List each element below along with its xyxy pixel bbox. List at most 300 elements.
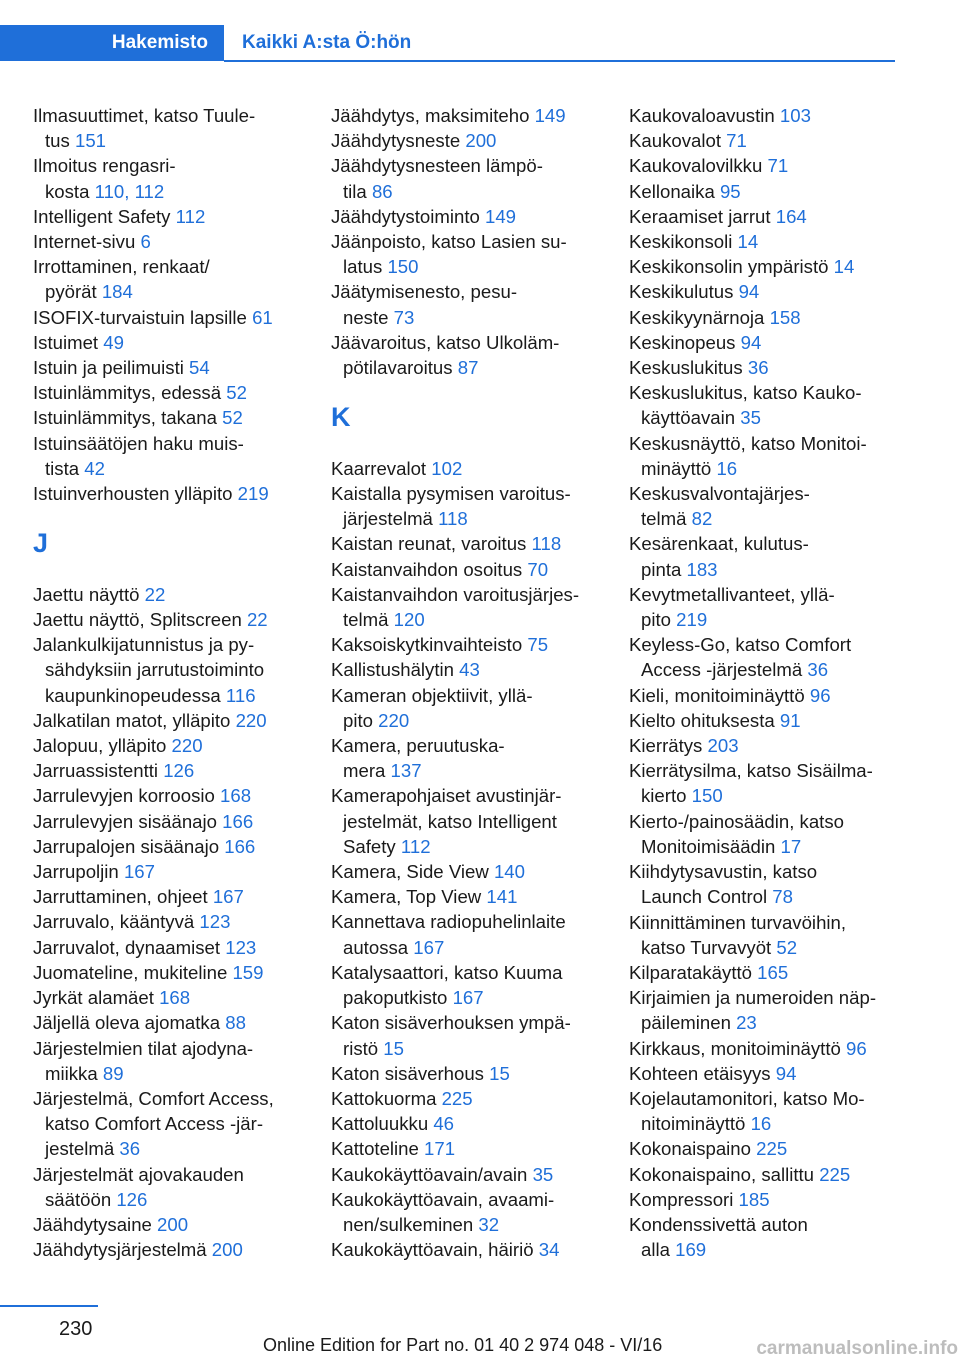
index-entry-text: Keskikonsoli — [629, 231, 738, 253]
page-reference-link[interactable]: 35 — [532, 1163, 554, 1185]
index-entry — [331, 884, 621, 909]
index-entry-text: Jalopuu, ylläpito — [33, 735, 172, 757]
index-entry — [629, 910, 919, 960]
index-entry — [33, 431, 323, 481]
index-entry — [33, 834, 323, 859]
index-entry-text: Kierto-/painosäädin, katso — [629, 810, 844, 832]
index-entry-text: Keskikonsolin ympäristö — [629, 256, 834, 278]
page-reference-link[interactable]: 120 — [393, 609, 425, 631]
index-entry-text: Jarrulevyjen sisäänajo — [33, 810, 223, 832]
index-entry-text: Keyless-Go, katso Comfort — [629, 634, 852, 656]
index-entry — [331, 1086, 621, 1111]
page-reference-link[interactable]: 15 — [489, 1062, 510, 1084]
page-reference-link[interactable]: 71 — [726, 130, 747, 152]
index-entry — [33, 985, 323, 1010]
page-reference-link[interactable]: 200 — [211, 1239, 243, 1261]
page-reference-link[interactable]: 88 — [225, 1012, 246, 1034]
index-entry — [331, 1061, 621, 1086]
index-entry — [629, 1187, 919, 1212]
index-entry-text: Intelligent Safety — [33, 205, 176, 227]
index-entry — [33, 380, 323, 405]
index-entry-text: Kaukovaloavustin — [629, 105, 780, 126]
index-entry-text: järjestelmä — [343, 508, 439, 530]
index-entry-text: Kierrätysilma, katso Sisäilma- — [629, 760, 873, 782]
page-reference-link[interactable]: 219 — [676, 609, 708, 631]
index-entry-text: Safety — [343, 835, 401, 857]
index-entry-text: sähdyksiin jarrutustoiminto — [45, 659, 265, 681]
index-entry — [629, 431, 919, 481]
index-entry — [331, 229, 621, 279]
index-entry-text: jestelmät, katso Intelligent — [343, 810, 557, 832]
index-entry-text: mera — [343, 760, 391, 782]
index-entry-text: Jäähdytystoiminto — [331, 205, 485, 227]
page-reference-link[interactable]: 159 — [232, 961, 264, 983]
index-entry-text: Kamera, Top View — [331, 886, 487, 908]
index-entry — [629, 153, 919, 178]
index-entry — [331, 330, 621, 380]
index-entry-text: Kellonaika — [629, 180, 720, 202]
index-entry-text: Kaukokäyttöavain/avain — [331, 1163, 533, 1185]
index-entry-text: telmä — [641, 508, 692, 530]
index-entry-text: Kattokuorma — [331, 1087, 442, 1109]
tab-hakemisto[interactable]: Hakemisto — [0, 25, 224, 61]
watermark: carmanualsonline.info — [756, 1338, 958, 1359]
index-entry — [629, 985, 919, 1035]
index-entry-text: Jalkatilan matot, ylläpito — [33, 709, 236, 731]
page-reference-link[interactable]: 86 — [371, 180, 393, 202]
page-reference-link[interactable]: 171 — [424, 1138, 456, 1160]
index-entry-text: Jäähdytysneste — [331, 130, 466, 152]
index-entry-text: Kierrätys — [629, 735, 708, 757]
index-entry-text: Kiinnittäminen turvavöihin, — [629, 911, 847, 933]
index-entry — [33, 1036, 323, 1086]
index-entry-text: neste — [343, 306, 394, 328]
page-reference-link[interactable]: 102 — [431, 457, 463, 479]
index-entry-text: katso Comfort Access -jär- — [45, 1113, 264, 1135]
page-reference-link[interactable]: 110, 112 — [94, 180, 165, 202]
index-entry-text: Kamerapohjaiset avustinjär- — [331, 785, 562, 807]
index-entry — [629, 1136, 919, 1161]
index-entry-text: Kirjaimien ja numeroiden näp- — [629, 987, 877, 1009]
index-entry-text: Internet-sivu — [33, 231, 141, 253]
page-reference-link[interactable]: 220 — [378, 709, 410, 731]
index-entry — [331, 204, 621, 229]
index-entry-text: Keskusvalvontajärjes- — [629, 483, 810, 505]
index-entry — [629, 380, 919, 430]
page-reference-link[interactable]: 71 — [767, 155, 789, 177]
index-entry-text: Kondenssivettä auton — [629, 1213, 808, 1235]
page-reference-link[interactable]: 36 — [119, 1138, 141, 1160]
index-entry-text: Kirkkaus, monitoiminäyttö — [629, 1037, 847, 1059]
index-entry — [629, 1162, 919, 1187]
page-reference-link[interactable]: 78 — [772, 886, 793, 908]
page-reference-link[interactable]: 126 — [163, 760, 195, 782]
index-entry-text: päileminen — [641, 1012, 737, 1034]
index-entry — [33, 153, 323, 203]
index-entry-text: telmä — [343, 609, 394, 631]
page-reference-link[interactable]: 118 — [531, 533, 562, 555]
index-entry — [331, 1187, 621, 1237]
index-entry — [331, 279, 621, 329]
index-entry-text: Istuinverhousten ylläpito — [33, 483, 238, 505]
page-reference-link[interactable]: 91 — [779, 709, 801, 731]
index-entry-text: Jäänpoisto, katso Lasien su- — [331, 231, 567, 253]
page-reference-link[interactable]: 137 — [390, 760, 422, 782]
index-entry-text: nitoiminäyttö — [641, 1113, 751, 1135]
page-reference-link[interactable]: 54 — [189, 357, 210, 379]
index-entry-text: Järjestelmä, Comfort Access, — [33, 1087, 274, 1109]
index-entry-text: katso Turvavyöt — [641, 936, 777, 958]
page-reference-link[interactable]: 112 — [400, 835, 431, 857]
page-reference-link[interactable]: 89 — [102, 1062, 124, 1084]
page-reference-link[interactable]: 166 — [222, 810, 254, 832]
index-entry — [331, 683, 621, 733]
page-reference-link[interactable]: 225 — [756, 1138, 788, 1160]
page-reference-link[interactable]: 16 — [750, 1113, 772, 1135]
index-entry — [629, 229, 919, 254]
index-entry-text: Ilmasuuttimet, katso Tuule- — [33, 105, 256, 126]
page-reference-link[interactable]: 75 — [527, 634, 549, 656]
index-entry-text: Keskuslukitus, katso Kauko- — [629, 382, 862, 404]
index-entry-text: pinta — [641, 558, 687, 580]
index-entry-text: Istuinlämmitys, edessä — [33, 382, 227, 404]
index-entry — [33, 632, 323, 708]
page-reference-link[interactable]: 167 — [212, 886, 244, 908]
index-entry — [33, 1237, 323, 1262]
index-entry-text: Kohteen etäisyys — [629, 1062, 776, 1084]
page-reference-link[interactable]: 185 — [738, 1188, 770, 1210]
index-entry — [331, 783, 621, 859]
index-entry-text: Katalysaattori, katso Kuuma — [331, 961, 563, 983]
page-reference-link[interactable]: 96 — [809, 684, 831, 706]
index-entry — [33, 582, 323, 607]
page-reference-link[interactable]: 149 — [534, 105, 566, 126]
index-entry-text: Jäätymisenesto, pesu- — [331, 281, 518, 303]
page-reference-link[interactable]: 158 — [769, 306, 801, 328]
index-entry — [33, 1086, 323, 1162]
index-entry-text: kosta — [45, 180, 95, 202]
page-reference-link[interactable]: 118 — [438, 508, 468, 530]
index-entry-text: Kamera, Side View — [331, 861, 494, 883]
index-entry-text: Kesärenkaat, kulutus- — [629, 533, 809, 555]
index-entry-text: Järjestelmät ajovakauden — [33, 1163, 244, 1185]
index-entry — [33, 758, 323, 783]
index-entry-text: Jarruvalo, kääntyvä — [33, 911, 200, 933]
page-reference-link[interactable]: 184 — [101, 281, 133, 303]
index-entry-text: minäyttö — [641, 457, 717, 479]
page-number: 230 — [59, 1318, 93, 1340]
index-entry-text: Kaukovalot — [629, 130, 727, 152]
index-entry-text: pötilavaroitus — [343, 357, 458, 379]
index-entry — [629, 1086, 919, 1136]
page-reference-link[interactable]: 46 — [433, 1113, 455, 1135]
index-entry — [629, 683, 919, 708]
index-entry — [331, 1237, 621, 1262]
index-entry-text: Keskusnäyttö, katso Monitoi- — [629, 432, 867, 454]
page-reference-link[interactable]: 49 — [103, 331, 124, 353]
page-reference-link[interactable]: 52 — [776, 936, 798, 958]
index-entry-text: Kaistanvaihdon varoitusjärjes- — [331, 583, 580, 605]
index-entry-text: Kattoluukku — [331, 1113, 434, 1135]
index-entry — [629, 204, 919, 229]
index-entry-text: miikka — [45, 1062, 103, 1084]
page-reference-link[interactable]: 14 — [737, 231, 759, 253]
index-entry — [33, 783, 323, 808]
index-entry — [33, 1162, 323, 1212]
index-entry — [629, 758, 919, 808]
page-reference-link[interactable]: 167 — [123, 861, 155, 883]
index-entry-text: Kallistushälytin — [331, 659, 460, 681]
index-entry-text: Kaistalla pysymisen varoitus- — [331, 483, 571, 505]
index-entry-text: Jaettu näyttö — [33, 583, 145, 605]
index-entry-text: säätöön — [45, 1188, 117, 1210]
index-entry-text: Kaistanvaihdon osoitus — [331, 558, 528, 580]
page-reference-link[interactable]: 150 — [387, 256, 419, 278]
index-entry-text: ISOFIX-turvaistuin lapsille — [33, 306, 253, 328]
page-reference-link[interactable]: 32 — [478, 1213, 500, 1235]
index-column-2 — [331, 103, 621, 1262]
index-entry — [33, 733, 323, 758]
index-entry — [331, 153, 621, 203]
index-entry-text: Keskikyynärnoja — [629, 306, 770, 328]
index-entry — [331, 1136, 621, 1161]
index-entry — [331, 960, 621, 1010]
index-entry — [331, 1162, 621, 1187]
index-entry — [629, 582, 919, 632]
index-entry — [629, 809, 919, 859]
header-tabs — [0, 25, 895, 63]
page-reference-link[interactable]: 116 — [225, 684, 256, 706]
index-entry — [629, 305, 919, 330]
index-entry-text: Kameran objektiivit, yllä- — [331, 684, 533, 706]
page-reference-link[interactable]: 220 — [171, 735, 203, 757]
page-reference-link[interactable]: 123 — [199, 911, 231, 933]
index-entry — [33, 935, 323, 960]
page-reference-link[interactable]: 70 — [527, 558, 549, 580]
index-entry-text: Jyrkät alamäet — [33, 987, 160, 1009]
index-entry — [629, 179, 919, 204]
index-column-3 — [629, 103, 919, 1262]
index-entry-text: Keskinopeus — [629, 331, 741, 353]
index-entry-text: Kattoteline — [331, 1138, 425, 1160]
page-reference-link[interactable]: 52 — [226, 382, 247, 404]
index-entry-text: Kielto ohituksesta — [629, 709, 780, 731]
page-reference-link[interactable]: 151 — [74, 130, 107, 152]
index-entry-text: Access -järjestelmä — [641, 659, 808, 681]
index-entry-text: tila — [343, 180, 372, 202]
page-reference-link[interactable]: 6 — [140, 231, 151, 253]
page-reference-link[interactable]: 17 — [780, 835, 802, 857]
index-entry — [331, 456, 621, 481]
index-entry-text: pakoputkisto — [343, 987, 453, 1009]
page-reference-link[interactable]: 73 — [393, 306, 415, 328]
page-reference-link[interactable]: 166 — [224, 835, 256, 857]
edition-text: Online Edition for Part no. 01 40 2 974 048 - VI/16 — [263, 1335, 663, 1355]
index-entry-text: Kamera, peruutuska- — [331, 735, 505, 757]
index-entry — [331, 481, 621, 531]
page-reference-link[interactable]: 219 — [237, 483, 269, 505]
index-entry-text: Jäähdytys, maksimiteho — [331, 105, 535, 126]
page-reference-link[interactable]: 183 — [686, 558, 718, 580]
index-entry-text: pito — [641, 609, 677, 631]
index-entry — [33, 305, 323, 330]
page-reference-link[interactable]: 167 — [413, 936, 445, 958]
page-reference-link[interactable]: 94 — [738, 281, 760, 303]
index-entry-text: Jarrupalojen sisäänajo — [33, 835, 225, 857]
page-reference-link[interactable]: 167 — [452, 987, 484, 1009]
index-entry-text: Istuin ja peilimuisti — [33, 357, 190, 379]
page-reference-link[interactable]: 95 — [719, 180, 741, 202]
index-entry — [33, 204, 323, 229]
page-reference-link[interactable]: 123 — [225, 936, 257, 958]
page-reference-link[interactable]: 169 — [675, 1239, 707, 1261]
page-reference-link[interactable]: 22 — [246, 609, 268, 631]
page-reference-link[interactable]: 200 — [465, 130, 497, 152]
index-entry-text: jestelmä — [45, 1138, 120, 1160]
index-entry — [629, 1036, 919, 1061]
index-entry — [331, 557, 621, 582]
page-reference-link[interactable]: 94 — [775, 1062, 797, 1084]
index-entry-text: Jarrulevyjen korroosio — [33, 785, 221, 807]
index-entry — [629, 733, 919, 758]
page-reference-link[interactable]: 164 — [775, 205, 807, 227]
page-reference-link[interactable]: 22 — [144, 583, 166, 605]
page-reference-link[interactable]: 82 — [691, 508, 713, 530]
page-reference-link[interactable]: 36 — [807, 659, 829, 681]
page-reference-link[interactable]: 225 — [819, 1163, 851, 1185]
index-entry-text: Kojelautamonitori, katso Mo- — [629, 1087, 865, 1109]
page-reference-link[interactable]: 34 — [538, 1239, 560, 1261]
index-entry — [33, 330, 323, 355]
index-entry-text: Istuinsäätöjen haku muis- — [33, 432, 244, 454]
page-reference-link[interactable]: 52 — [222, 407, 243, 429]
index-entry-text: autossa — [343, 936, 414, 958]
index-entry-text: kaupunkinopeudessa — [45, 684, 226, 706]
index-entry — [331, 733, 621, 783]
page-reference-link[interactable]: 96 — [846, 1037, 867, 1059]
index-entry — [331, 531, 621, 556]
index-entry-text: Keskuslukitus — [629, 357, 748, 379]
index-entry-text: Jarruassistentti — [33, 760, 164, 782]
index-entry-text: Kokonaispaino, sallittu — [629, 1163, 820, 1185]
page-reference-link[interactable]: 87 — [457, 357, 479, 379]
page-reference-link[interactable]: 141 — [486, 886, 518, 908]
index-entry-text: tista — [45, 457, 85, 479]
index-entry — [33, 405, 323, 430]
index-entry — [331, 1010, 621, 1060]
index-entry-text: Juomateline, mukiteline — [33, 961, 233, 983]
page-reference-link[interactable]: 36 — [747, 357, 769, 379]
index-entry-text: Kaukokäyttöavain, avaami- — [331, 1188, 555, 1210]
page-reference-link[interactable]: 126 — [116, 1188, 148, 1210]
page-reference-link[interactable]: 23 — [736, 1012, 757, 1034]
index-entry-text: Katon sisäverhous — [331, 1062, 490, 1084]
index-entry — [33, 103, 323, 153]
page-reference-link[interactable]: 15 — [383, 1037, 404, 1059]
index-entry-text: Kaukovalovilkku — [629, 155, 768, 177]
index-entry — [331, 582, 621, 632]
page-reference-link[interactable]: 112 — [175, 205, 206, 227]
index-entry — [629, 128, 919, 153]
index-entry — [629, 708, 919, 733]
index-entry — [629, 481, 919, 531]
index-entry-text: alla — [641, 1239, 676, 1261]
index-entry-text: Kevytmetallivanteet, yllä- — [629, 583, 835, 605]
tab-underline — [224, 60, 895, 62]
page-reference-link[interactable]: 140 — [493, 861, 525, 883]
index-entry-text: Jäähdytysaine — [33, 1213, 158, 1235]
page-reference-link[interactable]: 150 — [691, 785, 723, 807]
page-reference-link[interactable]: 165 — [757, 961, 789, 983]
index-entry-text: Kiihdytysavustin, katso — [629, 861, 818, 883]
index-entry-text: Jalankulkijatunnistus ja py- — [33, 634, 255, 656]
page-reference-link[interactable]: 61 — [252, 306, 273, 328]
index-entry — [33, 909, 323, 934]
index-entry — [331, 909, 621, 959]
page-reference-link[interactable]: 35 — [740, 407, 761, 429]
page-reference-link[interactable]: 43 — [459, 659, 480, 681]
index-entry — [629, 531, 919, 581]
index-entry — [331, 1111, 621, 1136]
page-reference-link[interactable]: 14 — [833, 256, 855, 278]
page-reference-link[interactable]: 225 — [441, 1087, 473, 1109]
page-reference-link[interactable]: 200 — [157, 1213, 189, 1235]
index-entry — [629, 279, 919, 304]
page-reference-link[interactable]: 203 — [707, 735, 739, 757]
index-entry-text: Istuinlämmitys, takana — [33, 407, 223, 429]
index-entry — [629, 355, 919, 380]
index-entry-text: Jarrupoljin — [33, 861, 124, 883]
index-entry-text: kierto — [641, 785, 692, 807]
index-entry-text: pyörät — [45, 281, 102, 303]
index-entry-text: Jarruvalot, dynaamiset — [33, 936, 226, 958]
index-entry-text: käyttöavain — [641, 407, 741, 429]
index-entry — [331, 632, 621, 657]
index-entry — [331, 657, 621, 682]
index-entry — [629, 960, 919, 985]
page-reference-link[interactable]: 149 — [485, 205, 517, 227]
page-reference-link[interactable]: 16 — [716, 457, 738, 479]
page-reference-link[interactable]: 168 — [159, 987, 191, 1009]
index-entry-text: Kaistan reunat, varoitus — [331, 533, 532, 555]
tab-kaikki-a-o[interactable]: Kaikki A:sta Ö:hön — [242, 32, 412, 53]
page-reference-link[interactable]: 94 — [740, 331, 762, 353]
index-column-1 — [33, 103, 323, 1262]
index-entry — [629, 1212, 919, 1262]
index-entry — [33, 229, 323, 254]
index-entry — [33, 960, 323, 985]
index-entry-text: Keskikulutus — [629, 281, 739, 303]
index-entry-text: nen/sulkeminen — [343, 1213, 479, 1235]
page-reference-link[interactable]: 103 — [779, 105, 811, 126]
index-entry — [629, 1061, 919, 1086]
index-entry-text: Istuimet — [33, 331, 104, 353]
index-entry — [33, 884, 323, 909]
index-entry-text: Kaukokäyttöavain, häiriö — [331, 1239, 539, 1261]
page-reference-link[interactable]: 168 — [220, 785, 252, 807]
index-entry-text: Jäähdytysjärjestelmä — [33, 1239, 212, 1261]
footer-divider — [0, 1305, 98, 1307]
index-entry-text: Irrottaminen, renkaat/ — [33, 256, 210, 278]
index-entry-text: Kompressori — [629, 1188, 739, 1210]
index-entry — [629, 254, 919, 279]
page-reference-link[interactable]: 42 — [84, 457, 105, 479]
index-entry-text: Launch Control — [641, 886, 773, 908]
page-reference-link[interactable]: 220 — [235, 709, 267, 731]
index-entry — [33, 1010, 323, 1035]
index-entry-text: Jarruttaminen, ohjeet — [33, 886, 213, 908]
index-entry — [331, 128, 621, 153]
